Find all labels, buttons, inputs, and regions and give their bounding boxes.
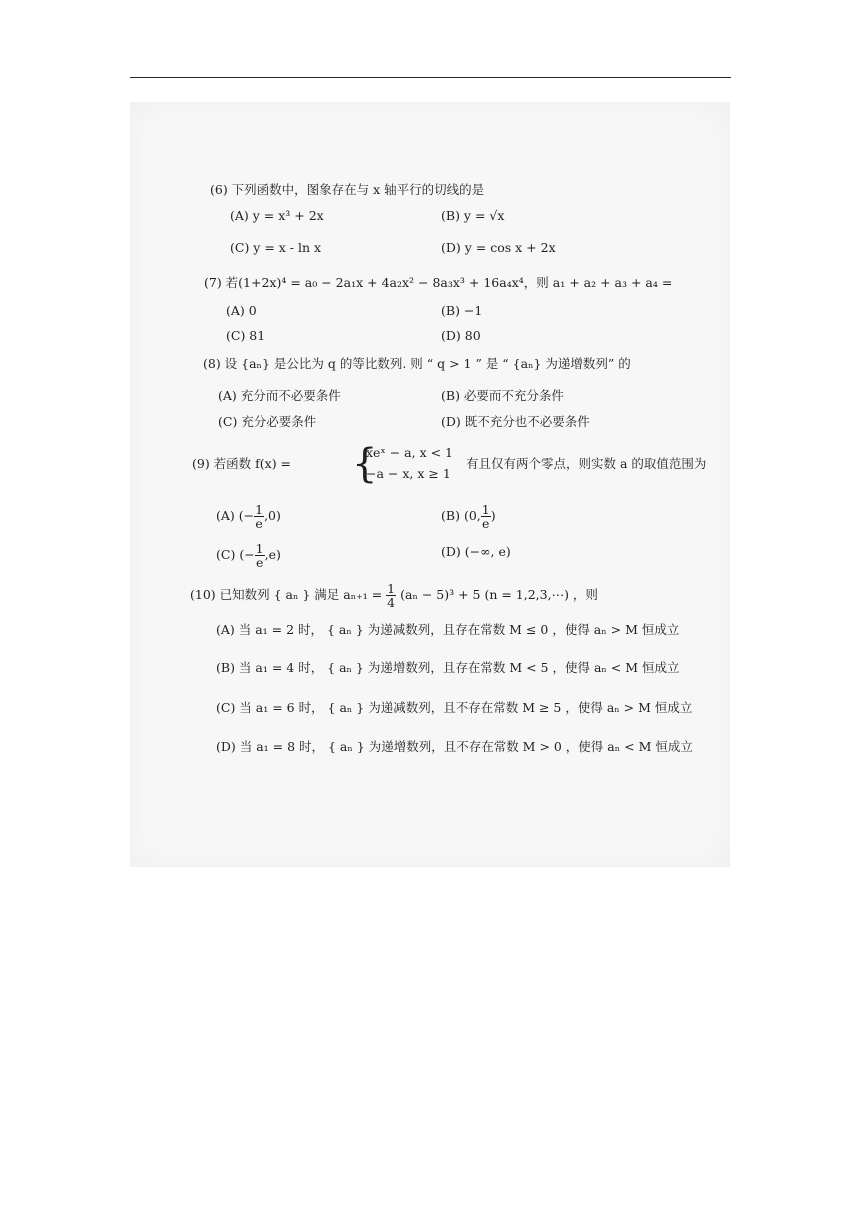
q10-stem-prefix: (10) 已知数列 { aₙ } 满足 aₙ₊₁ =: [190, 587, 383, 602]
q9-option-b-numerator: 1: [481, 502, 490, 517]
q8-option-c: (C) 充分必要条件: [218, 414, 317, 429]
q9-option-b-label: (B): [441, 508, 460, 523]
q9-option-d: (D) (−∞, e): [441, 544, 511, 559]
q9-option-a-label: (A): [216, 508, 235, 523]
q10-fraction-denominator: 4: [387, 595, 396, 610]
q9-option-c-label: (C): [216, 547, 236, 562]
q10-option-b: (B) 当 a₁ = 4 时， { aₙ } 为递增数列，且存在常数 M < 5 ，使得 aₙ < M 恒成立: [216, 660, 680, 675]
q9-option-c-post: ,e): [264, 547, 281, 562]
q9-option-b-denominator: e: [482, 516, 490, 531]
q10-option-a: (A) 当 a₁ = 2 时， { aₙ } 为递减数列，且存在常数 M ≤ 0 ，使得 aₙ > M 恒成立: [216, 622, 680, 637]
q10-stem: [190, 582, 598, 609]
q10-fraction-numerator: 1: [387, 581, 396, 596]
q8-option-d: (D) 既不充分也不必要条件: [441, 414, 590, 429]
q9-option-b: [441, 503, 496, 530]
q10-stem-suffix: (aₙ − 5)³ + 5 (n = 1,2,3,⋯) ，则: [400, 587, 598, 602]
q9-option-a-post: ,0): [264, 508, 281, 523]
q6-option-a: (A) y = x³ + 2x: [230, 208, 324, 223]
q9-piece-2: −a − x, x ≥ 1: [366, 466, 451, 481]
q7-option-c: (C) 81: [226, 328, 266, 343]
q7-stem: (7) 若(1+2x)⁴ = a₀ − 2a₁x + 4a₂x² − 8a₃x³ + 16a₄x⁴，则 a₁ + a₂ + a₃ + a₄ =: [204, 275, 673, 290]
q9-option-b-pre: (0,: [463, 508, 481, 523]
q6-stem: (6) 下列函数中，图象存在与 x 轴平行的切线的是: [210, 182, 485, 197]
q7-option-d: (D) 80: [441, 328, 481, 343]
q9-option-a-denominator: e: [255, 516, 263, 531]
q9-piecewise-brace: {: [352, 441, 378, 487]
q9-option-a-fraction: [254, 503, 264, 530]
q9-option-c: [216, 542, 281, 569]
q9-option-c-numerator: 1: [255, 541, 264, 556]
q6-option-b: (B) y = √x: [441, 208, 505, 223]
q7-option-b: (B) −1: [441, 303, 483, 318]
q8-option-a: (A) 充分而不必要条件: [218, 388, 341, 403]
q9-option-c-pre: (−: [239, 547, 255, 562]
q9-stem-suffix: 有且仅有两个零点，则实数 a 的取值范围为: [466, 456, 707, 471]
q7-option-a: (A) 0: [226, 303, 257, 318]
q9-option-c-fraction: [255, 542, 265, 569]
q10-option-d: (D) 当 a₁ = 8 时， { aₙ } 为递增数列，且不存在常数 M > 0 ，使得 aₙ < M 恒成立: [216, 739, 693, 754]
q9-stem-prefix: (9) 若函数 f(x) =: [192, 456, 292, 471]
header-rule: [130, 77, 731, 78]
q10-option-c: (C) 当 a₁ = 6 时， { aₙ } 为递减数列，且不存在常数 M ≥ 5 ，使得 aₙ > M 恒成立: [216, 700, 693, 715]
q6-option-d: (D) y = cos x + 2x: [441, 240, 556, 255]
q9-piece-1: xeˣ − a, x < 1: [366, 445, 453, 460]
q9-option-b-post: ): [490, 508, 496, 523]
q9-option-a-numerator: 1: [255, 502, 264, 517]
q8-stem: (8) 设 {aₙ} 是公比为 q 的等比数列. 则 “ q > 1 ” 是 “ {aₙ} 为递增数列” 的: [203, 356, 631, 371]
q9-option-c-denominator: e: [255, 555, 264, 570]
q9-option-a-pre: (−: [238, 508, 255, 523]
q9-option-a: [216, 503, 281, 530]
q8-option-b: (B) 必要而不充分条件: [441, 388, 564, 403]
q10-fraction: [386, 582, 396, 609]
q6-option-c: (C) y = x - ln x: [230, 240, 322, 255]
q9-option-b-fraction: [481, 503, 491, 530]
